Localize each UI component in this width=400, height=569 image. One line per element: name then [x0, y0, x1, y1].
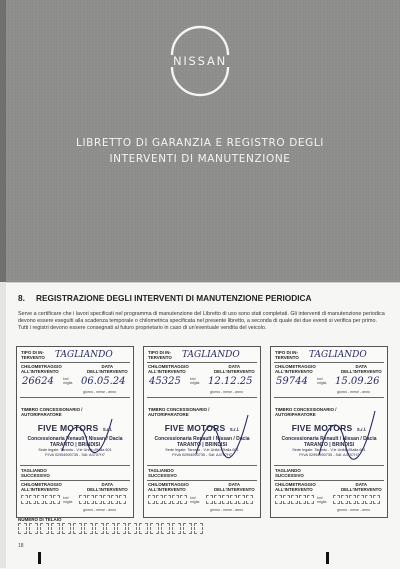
- km-label: CHILOMETRAGGIO ALL'INTERVENTO: [275, 482, 316, 492]
- section-heading: [18, 293, 312, 303]
- km-value[interactable]: 45325: [149, 376, 181, 387]
- divider: [147, 397, 257, 398]
- divider: [147, 465, 257, 466]
- date-label: DATA DELL'INTERVENTO: [341, 364, 382, 374]
- km-unit: km/ miglia: [317, 496, 327, 504]
- maintenance-card-2: [143, 346, 261, 518]
- km-unit: km/ miglia: [190, 496, 200, 504]
- page-number: 18: [18, 543, 24, 549]
- cover-title-line2: INTERVENTI DI MANUTENZIONE: [109, 153, 291, 165]
- km-value[interactable]: 26624: [22, 376, 54, 387]
- nissan-logo: [162, 22, 238, 98]
- stamp-srl: S.r.l.: [356, 427, 367, 432]
- date-label: DATA DELL'INTERVENTO: [87, 482, 128, 492]
- stamp-line3: Sede legale: Taranto - V.le Unità d'Italia 601: [38, 448, 112, 452]
- stamp-label: TIMBRO CONCESSIONARIO / AUTORIPARATORE: [21, 407, 83, 417]
- divider: [274, 397, 384, 398]
- date-format: giorno - mese - anno: [83, 508, 117, 512]
- km-label: CHILOMETRAGGIO ALL'INTERVENTO: [148, 482, 189, 492]
- date-value[interactable]: 06.05.24: [81, 376, 126, 387]
- km-unit: km/ miglia: [190, 377, 200, 385]
- stamp-line2: TARANTO | BRINDISI: [176, 442, 228, 448]
- date-label: DATA DELL'INTERVENTO: [214, 364, 255, 374]
- intro-paragraph-1: Serve a certificare che i lavori specificati nel programma di manutenzione del Libretto di uso sono stati completati. Gli interventi di manutenzione periodica devono essere eseguiti alla scadenza temporale o chilometrica specificata nel presente libretto, a seconda di quale dei due eventi si verifica per primo.: [18, 311, 385, 324]
- date-boxes[interactable]: [206, 495, 253, 504]
- date-format: giorno - mese - anno: [337, 390, 371, 394]
- stamp-line2: TARANTO | BRINDISI: [49, 442, 101, 448]
- section-intro: [18, 311, 388, 332]
- stamp-line4: P.IVA 02954590735 - SdI: A4707H7: [299, 452, 359, 457]
- signature: [57, 411, 117, 461]
- km-label: CHILOMETRAGGIO ALL'INTERVENTO: [21, 482, 62, 492]
- crop-mark: [38, 552, 41, 564]
- cover-title-line1: LIBRETTO DI GARANZIA E REGISTRO DEGLI: [76, 137, 324, 149]
- km-unit: km/ miglia: [317, 377, 327, 385]
- stamp-srl: S.r.l.: [102, 427, 113, 432]
- tipo-label: TIPO DI IN- TERVENTO: [21, 350, 45, 360]
- divider: [20, 480, 130, 481]
- stamp-line4: P.IVA 02954590735 - SdI: A4707H7: [45, 452, 105, 457]
- divider: [20, 362, 130, 363]
- km-boxes[interactable]: [21, 495, 60, 504]
- km-boxes[interactable]: [148, 495, 187, 504]
- stamp-line3: Sede legale: Taranto - V.le Unità d'Italia 601: [292, 448, 366, 452]
- next-service-label: TAGLIANDO SUCCESSIVO: [21, 468, 50, 478]
- logo-wordmark: NISSAN: [172, 54, 228, 68]
- page-gutter: [0, 282, 6, 568]
- divider: [20, 397, 130, 398]
- stamp-line1: Concessionaria Renault / Nissan / Dacia: [154, 436, 250, 442]
- date-boxes[interactable]: [333, 495, 380, 504]
- date-label: DATA DELL'INTERVENTO: [341, 482, 382, 492]
- stamp-line4: P.IVA 02954590735 - SdI: A4707H7: [172, 452, 232, 457]
- section-title: REGISTRAZIONE DEGLI INTERVENTI DI MANUTENZIONE PERIODICA: [36, 293, 312, 303]
- stamp-label: TIMBRO CONCESSIONARIO / AUTORIPARATORE: [275, 407, 337, 417]
- divider: [147, 362, 257, 363]
- km-value[interactable]: 59744: [276, 376, 308, 387]
- next-service-label: TAGLIANDO SUCCESSIVO: [275, 468, 304, 478]
- date-value[interactable]: 15.09.26: [335, 376, 380, 387]
- divider: [274, 465, 384, 466]
- maintenance-card-1: [16, 346, 134, 518]
- date-label: DATA DELL'INTERVENTO: [87, 364, 128, 374]
- km-label: CHILOMETRAGGIO ALL'INTERVENTO: [275, 364, 316, 374]
- date-value[interactable]: 12.12.25: [208, 376, 253, 387]
- signature: [315, 407, 379, 465]
- tipo-value[interactable]: TAGLIANDO: [309, 350, 367, 360]
- stamp-label: TIMBRO CONCESSIONARIO / AUTORIPARATORE: [148, 407, 210, 417]
- stamp-name: FIVE MOTORS: [37, 423, 99, 433]
- maintenance-card-3: [270, 346, 388, 518]
- stamp-line1: Concessionaria Renault / Nissan / Dacia: [27, 436, 123, 442]
- stamp-name: FIVE MOTORS: [164, 423, 226, 433]
- divider: [147, 480, 257, 481]
- section-number: 8.: [18, 293, 25, 303]
- vin-boxes[interactable]: [18, 523, 203, 534]
- divider: [274, 362, 384, 363]
- date-format: giorno - mese - anno: [210, 390, 244, 394]
- stamp-srl: S.r.l.: [229, 427, 240, 432]
- km-label: CHILOMETRAGGIO ALL'INTERVENTO: [21, 364, 62, 374]
- tipo-label: TIPO DI IN- TERVENTO: [275, 350, 299, 360]
- date-format: giorno - mese - anno: [83, 390, 117, 394]
- tipo-value[interactable]: TAGLIANDO: [182, 350, 240, 360]
- stamp-line1: Concessionaria Renault / Nissan / Dacia: [281, 436, 377, 442]
- intro-paragraph-2: Tutti i registri devono essere consegnati al futuro proprietario in caso di un'eventuale vendita del veicolo.: [18, 325, 267, 331]
- crop-mark: [326, 552, 329, 564]
- signature: [192, 409, 252, 464]
- km-unit: km/ miglia: [63, 496, 73, 504]
- tipo-label: TIPO DI IN- TERVENTO: [148, 350, 172, 360]
- date-format: giorno - mese - anno: [210, 508, 244, 512]
- stamp-line2: TARANTO | BRINDISI: [303, 442, 355, 448]
- divider: [274, 480, 384, 481]
- date-label: DATA DELL'INTERVENTO: [214, 482, 255, 492]
- divider: [20, 465, 130, 466]
- stamp-line3: Sede legale: Taranto - V.le Unità d'Italia 601: [165, 448, 239, 452]
- km-boxes[interactable]: [275, 495, 314, 504]
- stamp-name: FIVE MOTORS: [291, 423, 353, 433]
- vin-label: NUMERO DI TELAIO: [18, 517, 62, 522]
- next-service-label: TAGLIANDO SUCCESSIVO: [148, 468, 177, 478]
- km-label: CHILOMETRAGGIO ALL'INTERVENTO: [148, 364, 189, 374]
- maintenance-records: [16, 346, 388, 518]
- date-format: giorno - mese - anno: [337, 508, 371, 512]
- km-unit: km/ miglia: [63, 377, 73, 385]
- booklet-cover: [0, 0, 400, 282]
- tipo-value[interactable]: TAGLIANDO: [55, 350, 113, 360]
- date-boxes[interactable]: [79, 495, 126, 504]
